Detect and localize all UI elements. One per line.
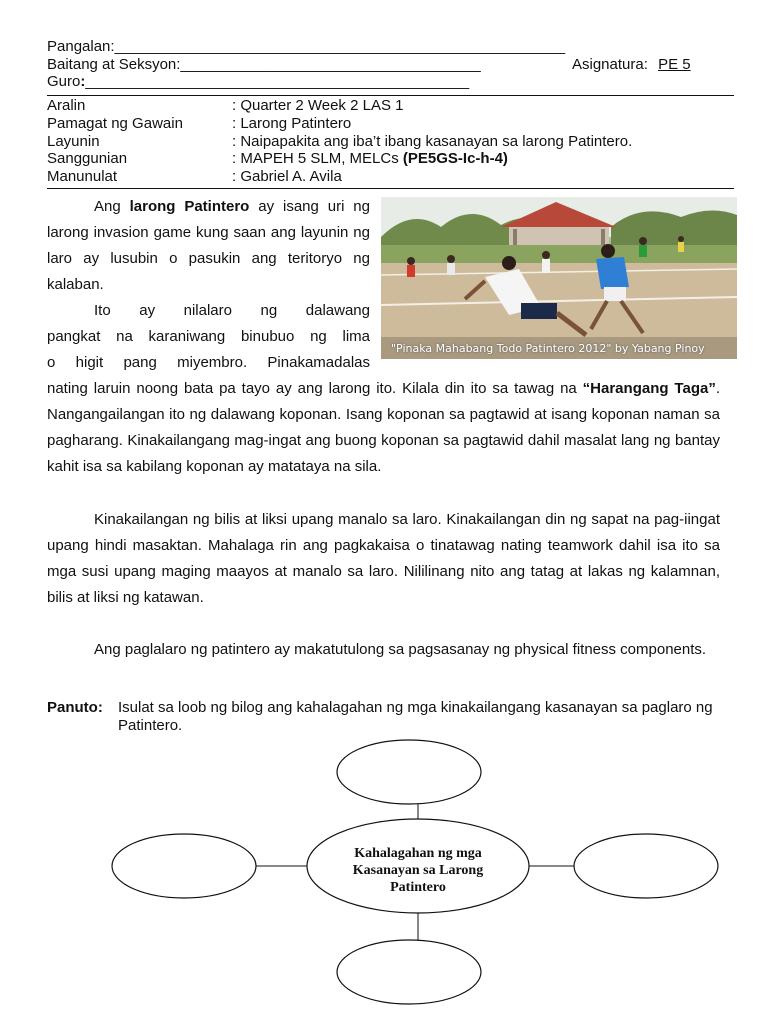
meta-key-aralin: Aralin <box>47 97 86 114</box>
answer-circle-top[interactable] <box>337 740 481 804</box>
p2-line-1: Ito ay nilalaro ng dalawang <box>94 302 370 319</box>
p1-text-b: ay isang uri ng larong invasion game kung saan ang layunin ng laro ay lusubin o pasukin ang teritoryo ng kalaban. <box>47 198 370 293</box>
grade-label: Baitang at Seksyon: <box>47 56 181 73</box>
p1-text-a: Ang <box>94 198 130 215</box>
p2-line-2: pangkat na karaniwang binubuo ng lima <box>47 328 370 345</box>
meta-value-pamagat: : Larong Patintero <box>232 115 352 132</box>
teacher-blank[interactable]: ______________________________________________ <box>85 73 470 90</box>
meta-key-layunin: Layunin <box>47 133 100 150</box>
meta-key-sanggunian: Sanggunian <box>47 150 128 167</box>
subject-value: PE 5 <box>658 56 691 73</box>
header-divider <box>47 95 734 96</box>
subject-label: Asignatura: <box>572 56 648 73</box>
teacher-colon: : <box>80 73 86 90</box>
sanggunian-text: : MAPEH 5 SLM, MELCs <box>232 150 399 167</box>
meta-divider <box>47 188 734 189</box>
p1-bold: larong Patintero <box>129 198 250 215</box>
paragraph-2-continued <box>47 376 720 480</box>
paragraph-2-narrow <box>47 298 370 376</box>
paragraph-1 <box>47 194 370 298</box>
p2-cont-b: . Nangangailangan ito ng dalawang koponan. Isang koponan sa pagtawid at isang koponan naman sa pagharang. Kinakailangang mag-ingat ang buong koponan sa pagtawid dahil masalat lang ng bantay kahit isa sa kabilang koponan ay matataya na sila. <box>47 380 720 475</box>
subject-row <box>572 56 691 73</box>
answer-circle-right[interactable] <box>574 834 718 898</box>
p2-cont-a: nating laruin noong bata pa tayo ay ang larong ito. Kilala din ito sa tawag na <box>47 380 583 397</box>
meta-key-manunulat: Manunulat <box>47 168 118 185</box>
name-label: Pangalan: <box>47 38 115 55</box>
p2-cont-bold: “Harangang Taga” <box>582 380 716 397</box>
panuto-text: Isulat sa loob ng bilog ang kahalagahan ng mga kinakailangang kasanayan sa paglaro ng Patintero. <box>118 699 713 734</box>
paragraph-4: Ang paglalaro ng patintero ay makatutulong sa pagsasanay ng physical fitness components. <box>94 641 707 658</box>
center-label-line-3: Patintero <box>390 880 446 895</box>
center-label-line-2: Kasanayan sa Larong <box>352 863 484 878</box>
name-blank[interactable]: ______________________________________________________ <box>114 38 566 55</box>
photo-illustration <box>381 197 737 359</box>
p2-line-3: o higit pang miyembro. Pinakamadalas <box>47 354 370 371</box>
meta-value-manunulat: : Gabriel A. Avila <box>232 168 342 185</box>
name-row <box>47 38 565 55</box>
grade-row <box>47 56 481 73</box>
answer-circle-left[interactable] <box>112 834 256 898</box>
meta-value-layunin: : Naipapakita ang iba’t ibang kasanayan sa larong Patintero. <box>232 133 633 150</box>
teacher-label: Guro <box>47 73 81 90</box>
meta-value-sanggunian <box>232 150 508 167</box>
panuto-label: Panuto: <box>47 699 103 716</box>
patintero-photo <box>381 197 737 359</box>
grade-blank[interactable]: ____________________________________ <box>180 56 481 73</box>
paragraph-3: Kinakailangan ng bilis at liksi upang manalo sa laro. Kinakailangan din ng sapat na pag-iingat upang hindi masaktan. Mahalaga rin ang pagkakaisa o tinatawag nating teamwork dahil isa ito sa mga susi upang maging maayos at manalo sa laro. Nililinang nito ang tatag at lakas ng kalamnan, bilis at liksi ng katawan. <box>47 511 720 606</box>
center-label-line-1: Kahalagahan ng mga <box>354 846 482 861</box>
center-circle-label <box>330 845 506 896</box>
teacher-row <box>47 73 469 90</box>
photo-caption: "Pinaka Mahabang Todo Patintero 2012" by Yabang Pinoy <box>391 342 705 355</box>
answer-circle-bottom[interactable] <box>337 940 481 1004</box>
sanggunian-code: (PE5GS-Ic-h-4) <box>402 150 508 167</box>
meta-key-pamagat: Pamagat ng Gawain <box>47 115 183 132</box>
meta-value-aralin: : Quarter 2 Week 2 LAS 1 <box>232 97 404 114</box>
